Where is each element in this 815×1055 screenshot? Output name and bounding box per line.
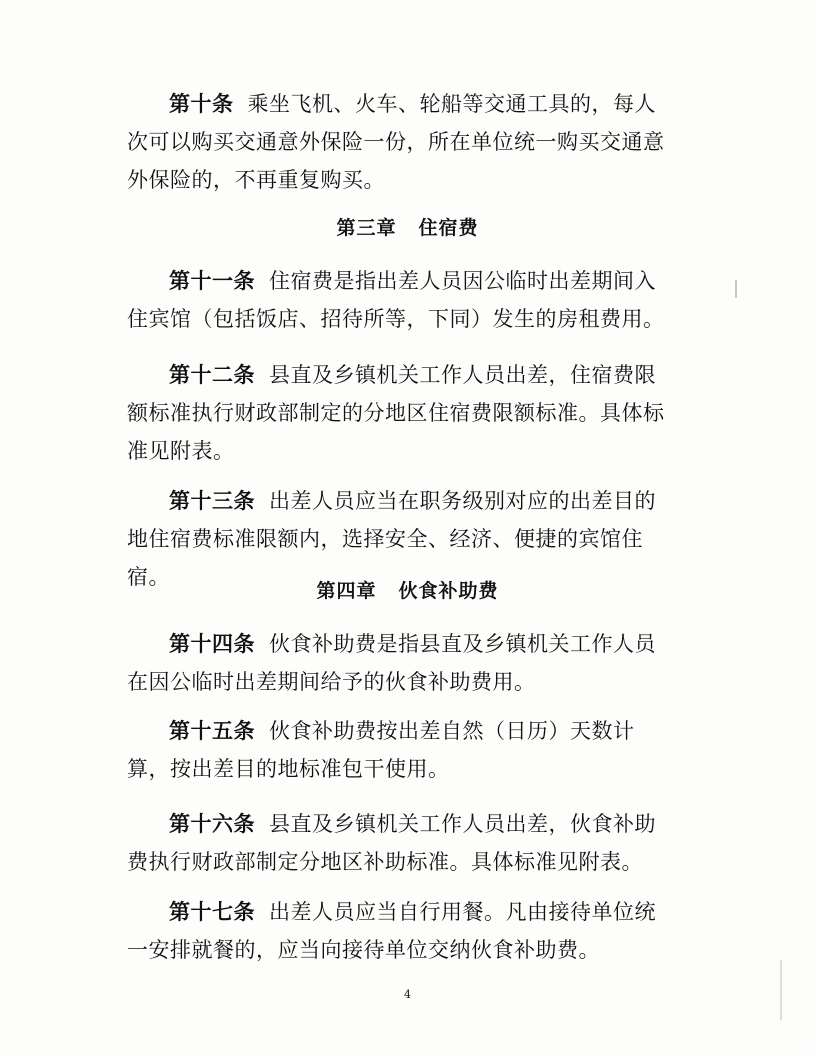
article-14 [127, 625, 667, 701]
article-16-text: 县直及乡镇机关工作人员出差，伙食补助费执行财政部制定分地区补助标准。具体标准见附表。 [127, 812, 656, 874]
scan-speck [735, 280, 737, 298]
article-11-text: 住宿费是指出差人员因公临时出差期间入住宾馆（包括饭店、招待所等，下同）发生的房租费用。 [127, 269, 665, 331]
article-14-label: 第十四条 [169, 632, 255, 656]
article-13-text: 出差人员应当在职务级别对应的出差目的地住宿费标准限额内，选择安全、经济、便捷的宾馆住宿。 [127, 489, 656, 589]
article-17-text: 出差人员应当自行用餐。凡由接待单位统一安排就餐的，应当向接待单位交纳伙食补助费。 [127, 900, 656, 962]
article-16-label: 第十六条 [169, 812, 255, 836]
article-10-text: 乘坐飞机、火车、轮船等交通工具的，每人次可以购买交通意外保险一份，所在单位统一购买交通意外保险的，不再重复购买。 [127, 92, 665, 192]
chapter-4-label: 第四章 [316, 580, 377, 602]
page-number: 4 [404, 988, 411, 1001]
article-10-label: 第十条 [169, 92, 234, 116]
article-15-text: 伙食补助费按出差自然（日历）天数计算，按出差目的地标准包干使用。 [127, 719, 635, 781]
article-12 [127, 356, 667, 470]
article-15-label: 第十五条 [169, 719, 255, 743]
article-15 [127, 712, 667, 788]
article-17-label: 第十七条 [169, 900, 255, 924]
article-12-text: 县直及乡镇机关工作人员出差，住宿费限额标准执行财政部制定的分地区住宿费限额标准。具体标准见附表。 [127, 363, 665, 463]
article-12-label: 第十二条 [169, 363, 255, 387]
chapter-3-label: 第三章 [336, 217, 397, 239]
chapter-4-title: 伙食补助费 [398, 580, 499, 602]
article-13-label: 第十三条 [169, 489, 255, 513]
article-11-label: 第十一条 [169, 269, 255, 293]
chapter-3-title: 住宿费 [418, 217, 479, 239]
chapter-4-heading [0, 576, 815, 603]
chapter-3-heading [0, 213, 815, 240]
article-14-text: 伙食补助费是指县直及乡镇机关工作人员在因公临时出差期间给予的伙食补助费用。 [127, 632, 656, 694]
article-17 [127, 893, 667, 969]
article-10 [127, 85, 667, 199]
scan-edge-line [780, 960, 782, 1020]
article-16 [127, 805, 667, 881]
article-11 [127, 262, 667, 338]
